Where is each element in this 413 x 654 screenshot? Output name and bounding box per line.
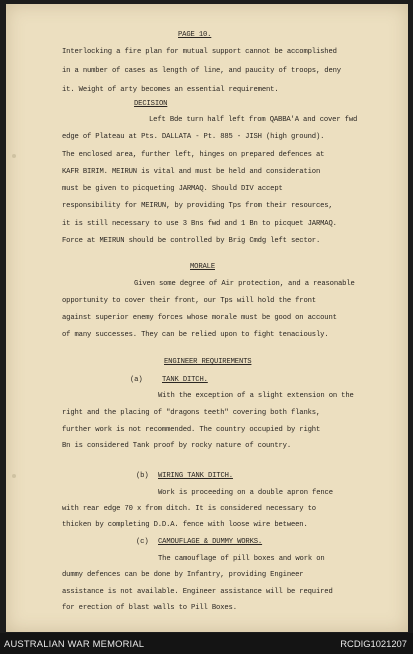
morale-line: opportunity to cover their front, our Tps will hold the front	[62, 297, 316, 305]
camouflage-line: The camouflage of pill boxes and work on	[158, 555, 325, 563]
footer-bar	[0, 633, 413, 654]
item-marker: (b)	[136, 472, 149, 480]
institution-label: AUSTRALIAN WAR MEMORIAL	[4, 638, 145, 649]
camouflage-line: assistance is not available. Engineer assistance will be required	[62, 588, 333, 596]
camouflage-line: for erection of blast walls to Pill Boxes.	[62, 604, 237, 612]
tank-ditch-line: right and the placing of "dragons teeth" covering both flanks,	[62, 409, 321, 417]
punch-hole	[12, 474, 16, 478]
morale-line: of many successes. They can be relied upon to fight tenaciously.	[62, 331, 329, 339]
punch-hole	[12, 154, 16, 158]
decision-heading: DECISION	[134, 100, 168, 108]
tank-ditch-line: further work is not recommended. The country occupied by right	[62, 426, 321, 434]
decision-line: Left Bde turn half left from QABBA'A and cover fwd	[149, 116, 358, 124]
wiring-line: with rear edge 70 x from ditch. It is considered necessary to	[62, 505, 316, 513]
decision-line: edge of Plateau at Pts. DALLATA - Pt. 885 - JISH (high ground).	[62, 133, 325, 141]
tank-ditch-title: TANK DITCH.	[162, 376, 208, 384]
tank-ditch-line: Bn is considered Tank proof by rocky nature of country.	[62, 442, 291, 450]
morale-line: against superior enemy forces whose morale must be good on account	[62, 314, 337, 322]
tank-ditch-line: With the exception of a slight extension on the	[158, 392, 354, 400]
decision-line: responsibility for MEIRUN, by providing Tps from their resources,	[62, 202, 333, 210]
engineer-heading: ENGINEER REQUIREMENTS	[164, 358, 252, 366]
wiring-line: Work is proceeding on a double apron fence	[158, 489, 333, 497]
morale-heading: MORALE	[190, 263, 215, 271]
page-label: PAGE 10.	[178, 31, 212, 39]
decision-line: must be given to picqueting JARMAQ. Should DIV accept	[62, 185, 283, 193]
morale-line: Given some degree of Air protection, and a reasonable	[134, 280, 355, 288]
decision-line: it is still necessary to use 3 Bns fwd and 1 Bn to picquet JARMAQ.	[62, 220, 337, 228]
item-marker: (c)	[136, 538, 149, 546]
intro-line: in a number of cases as length of line, and paucity of troops, deny	[62, 67, 341, 75]
camouflage-line: dummy defences can be done by Infantry, providing Engineer	[62, 571, 304, 579]
intro-line: Interlocking a fire plan for mutual support cannot be accomplished	[62, 48, 337, 56]
decision-line: The enclosed area, further left, hinges on prepared defences at	[62, 151, 325, 159]
item-marker: (a)	[130, 376, 143, 384]
record-id: RCDIG1021207	[340, 638, 407, 649]
decision-line: KAFR BIRIM. MEIRUN is vital and must be held and consideration	[62, 168, 321, 176]
decision-line: Force at MEIRUN should be controlled by Brig Cmdg left sector.	[62, 237, 321, 245]
camouflage-title: CAMOUFLAGE & DUMMY WORKS.	[158, 538, 263, 546]
intro-line: it. Weight of arty becomes an essential requirement.	[62, 86, 279, 94]
wiring-line: thicken by completing D.D.A. fence with loose wire between.	[62, 521, 308, 529]
wiring-title: WIRING TANK DITCH.	[158, 472, 233, 480]
